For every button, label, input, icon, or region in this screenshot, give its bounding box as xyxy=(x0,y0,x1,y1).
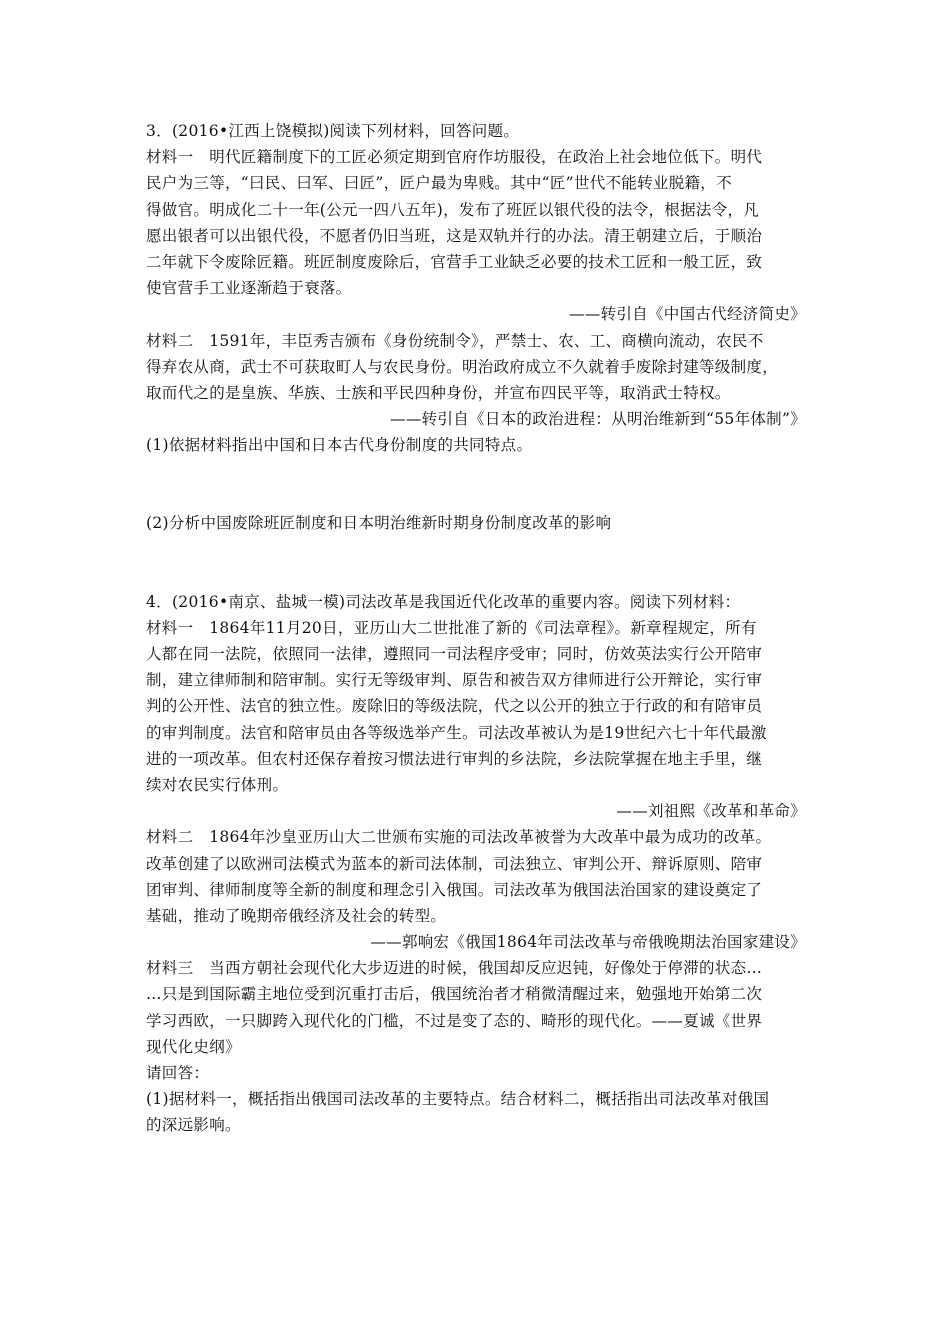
q3-material-1-line: 得做官。明成化二十一年(公元一四八五年)，发布了班匠以银代役的法令，根据法令，凡 xyxy=(146,200,760,219)
q3-material-2-line: 得弃农从商，武士不可获取町人与农民身份。明治政府成立不久就着手废除封建等级制度， xyxy=(146,357,779,376)
q4-material-2-source: ——郭响宏《俄国1864年司法改革与帝俄晚期法治国家建设》 xyxy=(370,933,806,952)
q4-material-1-source: ——刘祖熙《改革和革命》 xyxy=(616,802,806,821)
q3-material-2-source: ——转引自《日本的政治进程：从明治维新到“55年体制”》 xyxy=(390,410,806,429)
q4-answer-prompt: 请回答： xyxy=(146,1064,210,1082)
q4-material-1-line: 材料一 1864年11月20日，亚历山大二世批准了新的《司法章程》。新章程规定，所有 xyxy=(146,618,757,637)
q4-material-1-line: 制，建立律师制和陪审制。实行无等级审判、原告和被告双方律师进行公开辩论，实行审 xyxy=(146,671,763,690)
answer-space xyxy=(146,537,812,589)
q4-material-1-line: 续对农民实行体刑。 xyxy=(146,775,289,794)
q4-material-2-line: 改革创建了以欧洲司法模式为蓝本的新司法体制，司法独立、审判公开、辩诉原则、陪审 xyxy=(146,854,763,873)
answer-space xyxy=(146,458,812,510)
q4-material-2-line: 基础，推动了晚期帝俄经济及社会的转型。 xyxy=(146,906,447,925)
q4-sub-question-1 xyxy=(146,1086,812,1138)
q4-material-2-line: 材料二 1864年沙皇亚历山大二世颁布实施的司法改革被誉为大改革中最为成功的改革。 xyxy=(146,828,772,847)
q3-material-2-line: 取而代之的是皇族、华族、士族和平民四种身份，并宣布四民平等，取消武士特权。 xyxy=(146,383,731,402)
q4-sub-question-1-line: 的深远影响。 xyxy=(146,1116,241,1135)
q3-material-1-source: ——转引自《中国古代经济简史》 xyxy=(568,305,806,324)
q4-material-1-line: 人都在同一法院，依照同一法律，遵照同一司法程序受审；同时，仿效英法实行公开陪审 xyxy=(146,645,763,663)
q3-material-1-line: 使官营手工业逐渐趋于衰落。 xyxy=(146,279,352,298)
q3-material-1-line: 材料一 明代匠籍制度下的工匠必须定期到官府作坊服役，在政治上社会地位低下。明代 xyxy=(146,148,763,167)
q4-material-1-line: 的审判制度。法官和陪审员由各等级选举产生。司法改革被认为是19世纪六七十年代最激 xyxy=(146,723,767,742)
q3-material-1-line: 二年就下令废除匠籍。班匠制度废除后，官营手工业缺乏必要的技术工匠和一般工匠，致 xyxy=(146,252,763,271)
q4-material-3-line: 现代化史纲》 xyxy=(146,1037,241,1056)
q4-sub-question-1-line: (1)据材料一，概括指出俄国司法改革的主要特点。结合材料二，概括指出司法改革对俄国 xyxy=(146,1090,770,1109)
q4-material-2-line: 团审判、律师制度等全新的制度和理念引入俄国。司法改革为俄国法治国家的建设奠定了 xyxy=(146,880,763,899)
q3-sub-question-2: (2)分析中国废除班匠制度和日本明治维新时期身份制度改革的影响 xyxy=(146,514,612,533)
q4-material-3-line: …只是到国际霸主地位受到沉重打击后，俄国统治者才稍微清醒过来，勉强地开始第二次 xyxy=(146,985,763,1004)
q4-material-2 xyxy=(146,824,812,929)
q3-sub-question-1: (1)依据材料指出中国和日本古代身份制度的共同特点。 xyxy=(146,436,533,455)
q3-material-1 xyxy=(146,144,812,301)
q4-material-3-line: 学习西欧，一只脚跨入现代化的门槛，不过是变了态的、畸形的现代化。——夏诚《世界 xyxy=(146,1011,763,1030)
q4-material-1 xyxy=(146,615,812,798)
q3-material-2 xyxy=(146,328,812,407)
q4-material-3-line: 材料三 当西方朝社会现代化大步迈进的时候，俄国却反应迟钝，好像处于停滞的状态… xyxy=(146,959,763,978)
question-3-header: 3．(2016•江西上饶模拟)阅读下列材料，回答问题。 xyxy=(146,122,520,140)
q4-material-3 xyxy=(146,955,812,1060)
q4-material-1-line: 判的公开性、法官的独立性。废除旧的等级法院，代之以公开的独立于行政的和有陪审员 xyxy=(146,697,763,716)
q3-material-2-line: 材料二 1591年，丰臣秀吉颁布《身份统制令》，严禁士、农、工、商横向流动，农民不 xyxy=(146,331,764,350)
q3-material-1-line: 民户为三等，“曰民、曰军、曰匠”，匠户最为卑贱。其中“匠”世代不能转业脱籍，不 xyxy=(146,174,732,193)
q3-material-1-line: 愿出银者可以出银代役，不愿者仍旧当班，这是双轨并行的办法。清王朝建立后，于顺治 xyxy=(146,226,763,245)
question-4-header: 4．(2016•南京、盐城一模)司法改革是我国近代化改革的重要内容。阅读下列材料： xyxy=(146,592,741,611)
document-content xyxy=(146,118,812,1139)
q4-material-1-line: 进的一项改革。但农村还保存着按习惯法进行审判的乡法院，乡法院掌握在地主手里，继 xyxy=(146,749,763,768)
